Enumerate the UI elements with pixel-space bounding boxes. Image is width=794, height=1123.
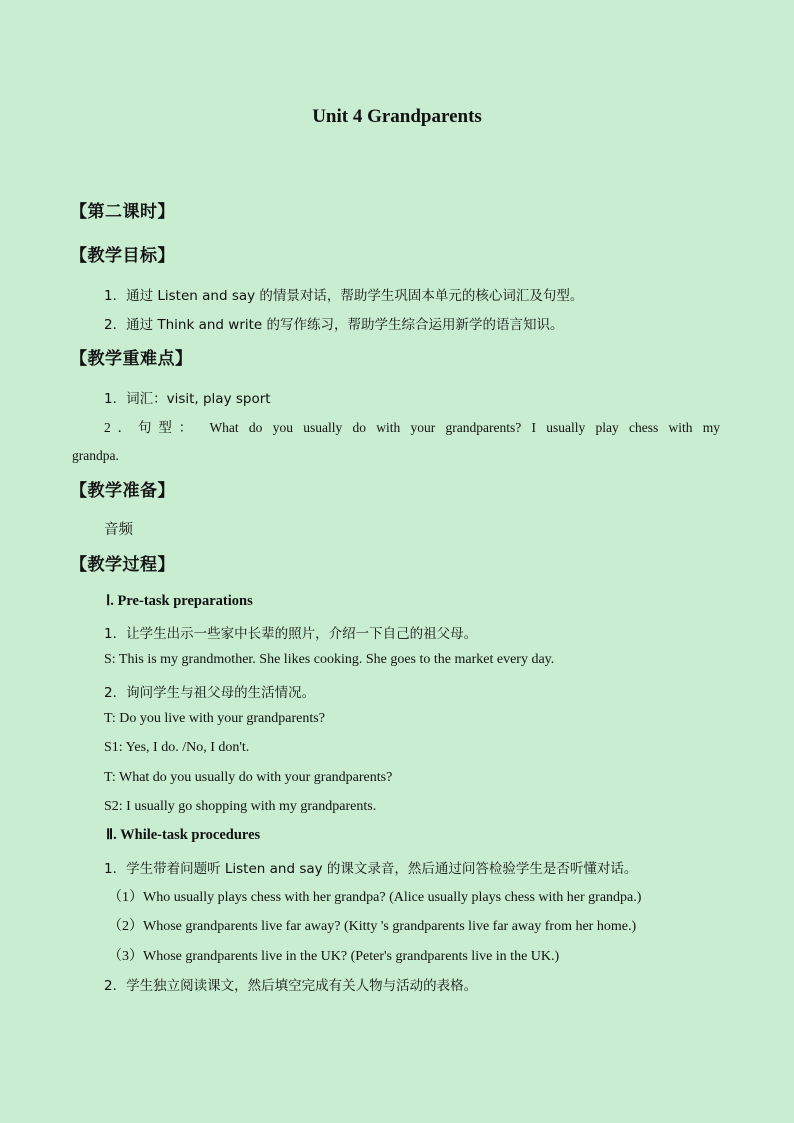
key-point-sentence: 2．句型： What do you usually do with your grandparents? I usually play chess with my [104, 420, 720, 435]
section-process: 【教学过程】 [70, 555, 175, 575]
while-task-question: （3）Whose grandparents live in the UK? (Peter's grandparents live in the UK.) [108, 949, 560, 964]
preparation-text: 音频 [104, 522, 133, 538]
while-task-question: （1）Who usually plays chess with her grandpa? (Alice usually plays chess with her grandpa.) [108, 890, 642, 905]
pre-task-line: S1: Yes, I do. /No, I don't. [104, 740, 250, 755]
section-key-points: 【教学重难点】 [70, 349, 193, 369]
section-objectives: 【教学目标】 [70, 246, 175, 266]
pre-task-line: S2: I usually go shopping with my grandparents. [104, 799, 377, 814]
section-lesson: 【第二课时】 [70, 202, 175, 222]
key-point-sentence-cont: grandpa. [72, 448, 119, 463]
page-title: Unit 4 Grandparents [312, 106, 482, 127]
pre-task-line: T: What do you usually do with your grandparents? [104, 770, 393, 785]
section-preparation: 【教学准备】 [70, 481, 175, 501]
key-point-vocab: 1．词汇：visit, play sport [104, 391, 271, 407]
objective-2: 2．通过 Think and write 的写作练习，帮助学生综合运用新学的语言知识。 [104, 317, 564, 333]
pre-task-line: T: Do you live with your grandparents? [104, 711, 325, 726]
pre-task-line: 1．让学生出示一些家中长辈的照片，介绍一下自己的祖父母。 [104, 626, 478, 642]
objective-1: 1．通过 Listen and say 的情景对话，帮助学生巩固本单元的核心词汇及句型。 [104, 288, 584, 304]
while-task-heading: Ⅱ. While-task procedures [106, 827, 261, 843]
pre-task-line: 2．询问学生与祖父母的生活情况。 [104, 685, 316, 701]
while-task-line: 2．学生独立阅读课文，然后填空完成有关人物与活动的表格。 [104, 978, 478, 994]
while-task-line: 1．学生带着问题听 Listen and say 的课文录音，然后通过问答检验学生是否听懂对话。 [104, 861, 638, 877]
pre-task-heading: Ⅰ. Pre-task preparations [106, 593, 253, 609]
pre-task-line: S: This is my grandmother. She likes cooking. She goes to the market every day. [104, 652, 555, 667]
while-task-question: （2）Whose grandparents live far away? (Kitty 's grandparents live far away from her home.) [108, 919, 637, 934]
